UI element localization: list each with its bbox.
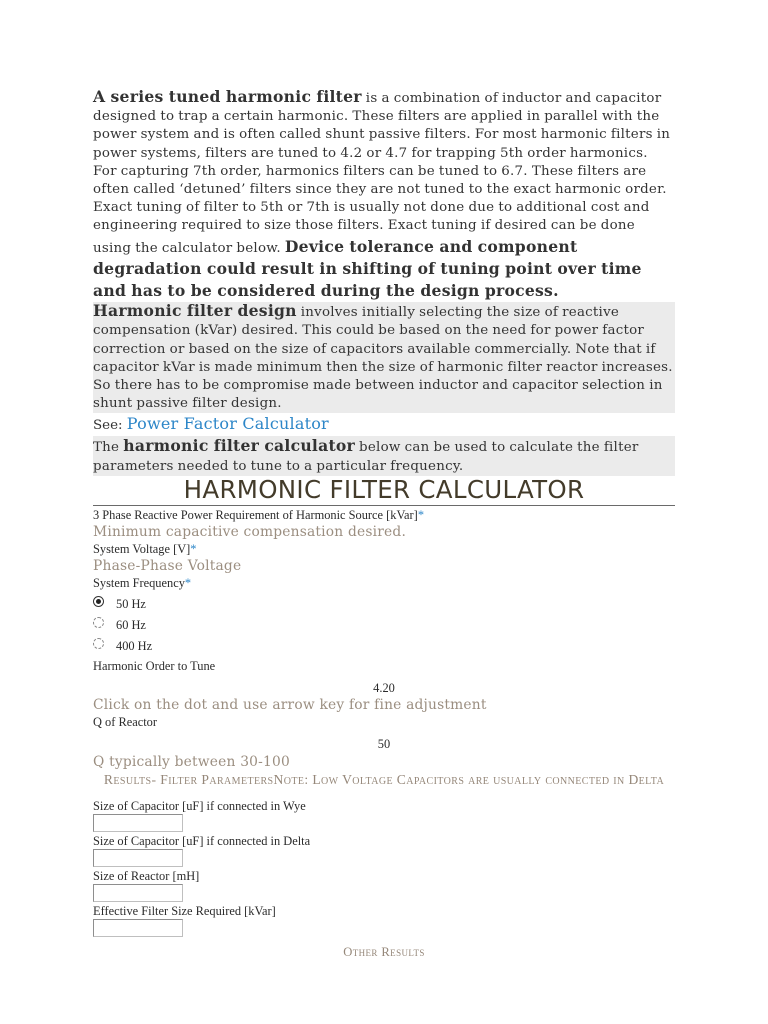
system-frequency-label-text: System Frequency [93, 575, 185, 590]
calc-intro-post: below can be used to calculate the filter parameters needed to tune to a particular frequency. [93, 440, 639, 474]
calc-intro-bold: harmonic filter calculator [123, 436, 356, 456]
output-capacitor-delta [93, 833, 675, 867]
power-factor-calculator-link[interactable]: Power Factor Calculator [126, 414, 329, 434]
frequency-option-400hz[interactable] [93, 636, 675, 657]
calculator-title: HARMONIC FILTER CALCULATOR [93, 476, 675, 506]
frequency-option-label: 400 Hz [116, 638, 153, 653]
output-label: Size of Capacitor [uF] if connected in Delta [93, 833, 311, 848]
q-reactor-label: Q of Reactor [93, 714, 157, 729]
output-label: Effective Filter Size Required [kVar] [93, 903, 276, 918]
output-label: Size of Capacitor [uF] if connected in Wye [93, 798, 306, 813]
calc-intro-pre: The [93, 440, 124, 456]
harmonic-order-hint: Click on the dot and use arrow key for fine adjustment [93, 696, 487, 713]
required-mark: * [190, 541, 197, 556]
q-reactor-slider-value[interactable]: 50 [377, 736, 391, 751]
output-label: Size of Reactor [mH] [93, 868, 200, 883]
q-reactor-hint: Q typically between 30-100 [93, 753, 290, 770]
design-lead: Harmonic filter design [93, 301, 297, 321]
intro-text: is a combination of inductor and capacitor designed to trap a certain harmonic. These filters are applied in parallel with the power system and is often called shunt passive filters. For most harmonic filters in power systems, filters are tuned to 4.2 or 4.7 for trapping 5th order harmonics. For capturing 7th order, harmonics filters can be tuned to 6.7. These filters are often called ‘detuned’ filters since they are not tuned to the exact harmonic order. Exact tuning of filter to 5th or 7th is usually not done due to additional cost and engineering required to size those filters. Exact tuning if desired can be done using the calculator below. [93, 91, 671, 256]
radio-button-icon[interactable] [93, 638, 104, 649]
reactive-power-label [93, 507, 675, 523]
system-voltage-label [93, 541, 675, 557]
intro-paragraph [93, 88, 675, 302]
system-voltage-input[interactable]: Phase-Phase Voltage [93, 557, 242, 574]
output-fields [93, 798, 675, 937]
capacitor-wye-field[interactable] [93, 814, 183, 832]
system-frequency-label [93, 575, 675, 591]
required-mark: * [417, 507, 425, 522]
harmonic-order-slider-value[interactable]: 4.20 [373, 680, 395, 695]
frequency-option-50hz[interactable] [93, 594, 675, 615]
frequency-option-60hz[interactable] [93, 615, 675, 636]
reactor-size-field[interactable] [93, 884, 183, 902]
reactive-power-label-text: 3 Phase Reactive Power Requirement of Harmonic Source [kVar] [93, 507, 418, 522]
other-results-heading: Other Results [343, 944, 425, 959]
output-effective-size [93, 903, 675, 937]
reactive-power-input[interactable]: Minimum capacitive compensation desired. [93, 523, 407, 540]
effective-filter-size-field[interactable] [93, 919, 183, 937]
radio-button-icon[interactable] [93, 617, 104, 628]
see-also [93, 414, 675, 436]
design-paragraph [93, 302, 675, 413]
calculator-intro [93, 436, 675, 475]
frequency-option-label: 60 Hz [116, 617, 146, 632]
see-prefix: See: [93, 418, 127, 434]
design-text: involves initially selecting the size of reactive compensation (kVar) desired. This could be based on the need for power factor correction or based on the size of capacitors available commercially. Note that if capacitor kVar is made minimum then the size of harmonic filter reactor increases. So there has to be compromise made between inductor and capacitor selection in shunt passive filter design. [93, 305, 673, 412]
article-content [93, 88, 675, 960]
system-voltage-label-text: System Voltage [V] [93, 541, 191, 556]
capacitor-delta-field[interactable] [93, 849, 183, 867]
radio-button-icon[interactable] [93, 596, 104, 607]
intro-bold-note: Device tolerance and component degradation could result in shifting of tuning point over time and has to be considered during the design process. [93, 236, 642, 301]
intro-lead: A series tuned harmonic filter [93, 87, 362, 106]
required-mark: * [184, 575, 192, 590]
output-capacitor-wye [93, 798, 675, 832]
harmonic-order-label: Harmonic Order to Tune [93, 658, 216, 673]
frequency-option-label: 50 Hz [116, 596, 146, 611]
output-reactor [93, 868, 675, 902]
results-heading: Results- Filter ParametersNote: Low Voltage Capacitors are usually connected in Delta [103, 771, 665, 787]
